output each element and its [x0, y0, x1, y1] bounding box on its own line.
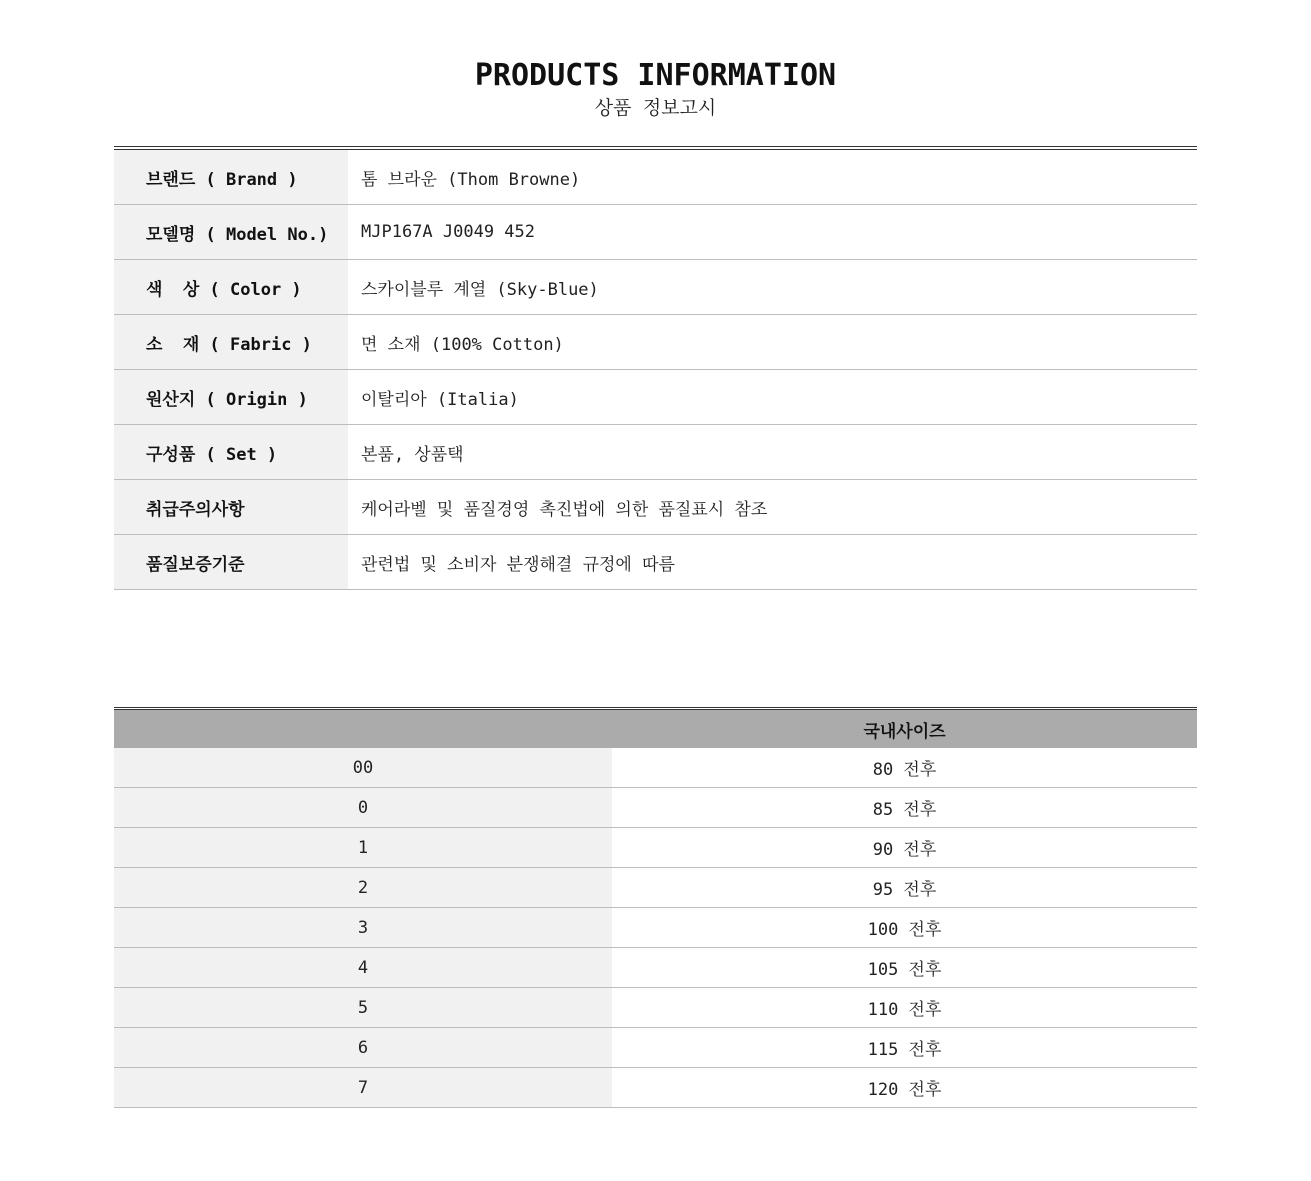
table-row: [114, 1028, 1197, 1068]
size-cell: 2: [114, 868, 612, 907]
info-row-origin: [114, 370, 1197, 425]
page-header: [0, 58, 1311, 122]
domestic-size-cell: 80 전후: [872, 760, 937, 780]
info-row-warranty: [114, 535, 1197, 590]
page-title: PRODUCTS INFORMATION: [474, 58, 837, 93]
domestic-size-cell: 85 전후: [872, 800, 937, 820]
info-value: 스카이블루 계열 (Sky-Blue): [361, 279, 599, 300]
info-value: 본품, 상품택: [361, 444, 464, 465]
info-row-care: [114, 480, 1197, 535]
info-row-model: [114, 205, 1197, 260]
table-row: [114, 948, 1197, 988]
domestic-size-cell: 95 전후: [872, 880, 937, 900]
size-header-empty: [114, 710, 612, 748]
info-label: 색 상 ( Color ): [114, 260, 348, 314]
size-cell: 1: [114, 828, 612, 867]
size-cell: 4: [114, 948, 612, 987]
info-value: 톰 브라운 (Thom Browne): [361, 169, 581, 190]
domestic-size-cell: 110 전후: [867, 1000, 942, 1020]
size-header-domestic: 국내사이즈: [863, 721, 946, 742]
size-cell: 0: [114, 788, 612, 827]
table-row: [114, 868, 1197, 908]
info-label: 모델명 ( Model No.): [114, 205, 348, 259]
table-row: [114, 828, 1197, 868]
info-label: 품질보증기준: [114, 535, 348, 589]
table-row: [114, 788, 1197, 828]
table-row: [114, 988, 1197, 1028]
info-value: 케어라벨 및 품질경영 촉진법에 의한 품질표시 참조: [361, 499, 768, 520]
size-cell: 00: [114, 748, 612, 787]
info-label: 소 재 ( Fabric ): [114, 315, 348, 369]
size-cell: 3: [114, 908, 612, 947]
size-cell: 6: [114, 1028, 612, 1067]
domestic-size-cell: 105 전후: [867, 960, 942, 980]
domestic-size-cell: 115 전후: [867, 1040, 942, 1060]
info-value: 이탈리아 (Italia): [361, 389, 519, 410]
table-row: [114, 1068, 1197, 1108]
size-table: [114, 707, 1197, 1108]
domestic-size-cell: 90 전후: [872, 840, 937, 860]
page-subtitle: 상품 정보고시: [594, 97, 717, 119]
info-label: 구성품 ( Set ): [114, 425, 348, 479]
table-row: [114, 908, 1197, 948]
info-label: 원산지 ( Origin ): [114, 370, 348, 424]
domestic-size-cell: 120 전후: [867, 1080, 942, 1100]
size-table-header: [114, 710, 1197, 748]
info-label: 취급주의사항: [114, 480, 348, 534]
product-info-table: [114, 146, 1197, 590]
info-value: 관련법 및 소비자 분쟁해결 규정에 따름: [361, 554, 675, 575]
domestic-size-cell: 100 전후: [867, 920, 942, 940]
info-row-set: [114, 425, 1197, 480]
info-row-color: [114, 260, 1197, 315]
size-cell: 5: [114, 988, 612, 1027]
size-cell: 7: [114, 1068, 612, 1107]
info-value: 면 소재 (100% Cotton): [361, 334, 564, 355]
info-row-brand: [114, 150, 1197, 205]
info-label: 브랜드 ( Brand ): [114, 150, 348, 204]
table-row: [114, 748, 1197, 788]
info-row-fabric: [114, 315, 1197, 370]
info-value: MJP167A J0049 452: [361, 222, 535, 242]
